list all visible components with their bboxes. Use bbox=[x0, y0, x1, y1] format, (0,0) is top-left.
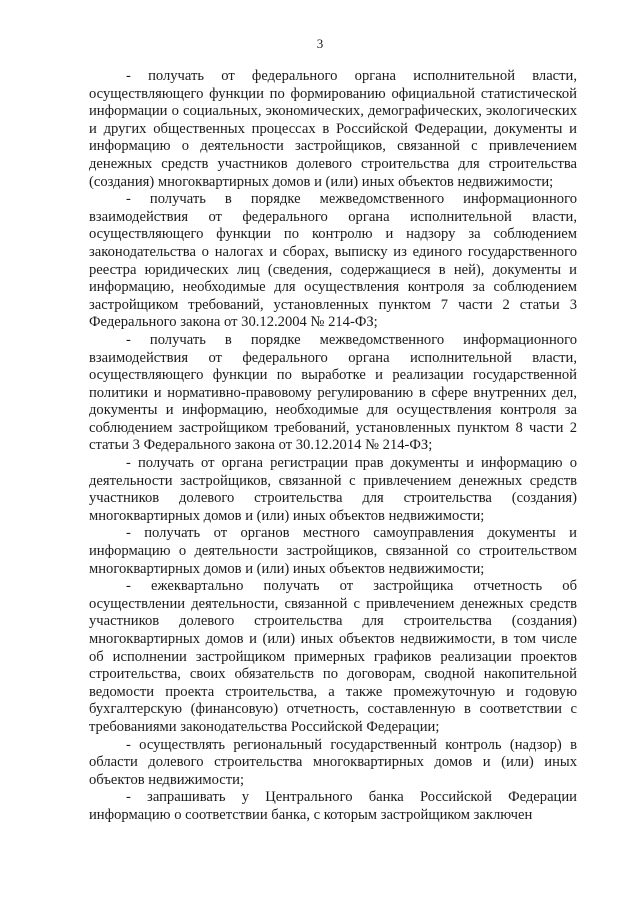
document-body bbox=[89, 68, 577, 825]
paragraph-internal-affairs-authority: - получать в порядке межведомственного информационного взаимодействия от федерального органа исполнительной власти, осуществляющего функции по выработке и реализации государственной политики и нормативно-правовому регулированию в сфере внутренних дел, документы и информацию, необходимые для осуществления контроля за соблюдением застройщиком требований, установленных пунктом 8 части 2 статьи 3 Федерального закона от 30.12.2014 № 214-ФЗ; bbox=[89, 331, 577, 454]
paragraph-quarterly-reporting: - ежеквартально получать от застройщика отчетность об осуществлении деятельности, связанной с привлечением денежных средств участников долевого строительства для строительства (создания) многоквартирных домов и (или) иных объектов недвижимости, в том числе об исполнении застройщиком примерных графиков реализации проектов строительства, своих обязательств по договорам, сводной накопительной ведомости проекта строительства, а также промежуточную и годовую бухгалтерскую (финансовую) отчетность, составленную в соответствии с требованиями законодательства Российской Федерации; bbox=[89, 578, 577, 735]
paragraph-statistics-authority: - получать от федерального органа исполнительной власти, осуществляющего функции по формированию официальной статистической информации о социальных, экономических, демографических, экологических и других общественных процессах в Российской Федерации, документы и информацию о деятельности застройщиков, связанной с привлечением денежных средств участников долевого строительства для строительства (создания) многоквартирных домов и (или) иных объектов недвижимости; bbox=[89, 68, 577, 190]
paragraph-central-bank-request: - запрашивать у Центрального банка Российской Федерации информацию о соответствии банка, с которым застройщиком заключен bbox=[89, 789, 577, 823]
page-number: 3 bbox=[316, 36, 324, 51]
paragraph-registration-authority: - получать от органа регистрации прав документы и информацию о деятельности застройщиков, связанной с привлечением денежных средств участников долевого строительства для строительства (создания) многоквартирных домов и (или) иных объектов недвижимости; bbox=[89, 455, 577, 524]
paragraph-local-government: - получать от органов местного самоуправления документы и информацию о деятельности застройщиков, связанной со строительством многоквартирных домов и (или) иных объектов недвижимости; bbox=[89, 525, 577, 577]
paragraph-tax-authority: - получать в порядке межведомственного информационного взаимодействия от федерального органа исполнительной власти, осуществляющего функции по контролю и надзору за соблюдением законодательства о налогах и сборах, выписку из единого государственного реестра юридических лиц (сведения, содержащиеся в ней), документы и информацию, необходимые для осуществления контроля за соблюдением застройщиком требований, установленных пунктом 7 части 2 статьи 3 Федерального закона от 30.12.2004 № 214-ФЗ; bbox=[89, 191, 577, 331]
paragraph-regional-control: - осуществлять региональный государственный контроль (надзор) в области долевого строительства многоквартирных домов и (или) иных объектов недвижимости; bbox=[89, 736, 577, 788]
